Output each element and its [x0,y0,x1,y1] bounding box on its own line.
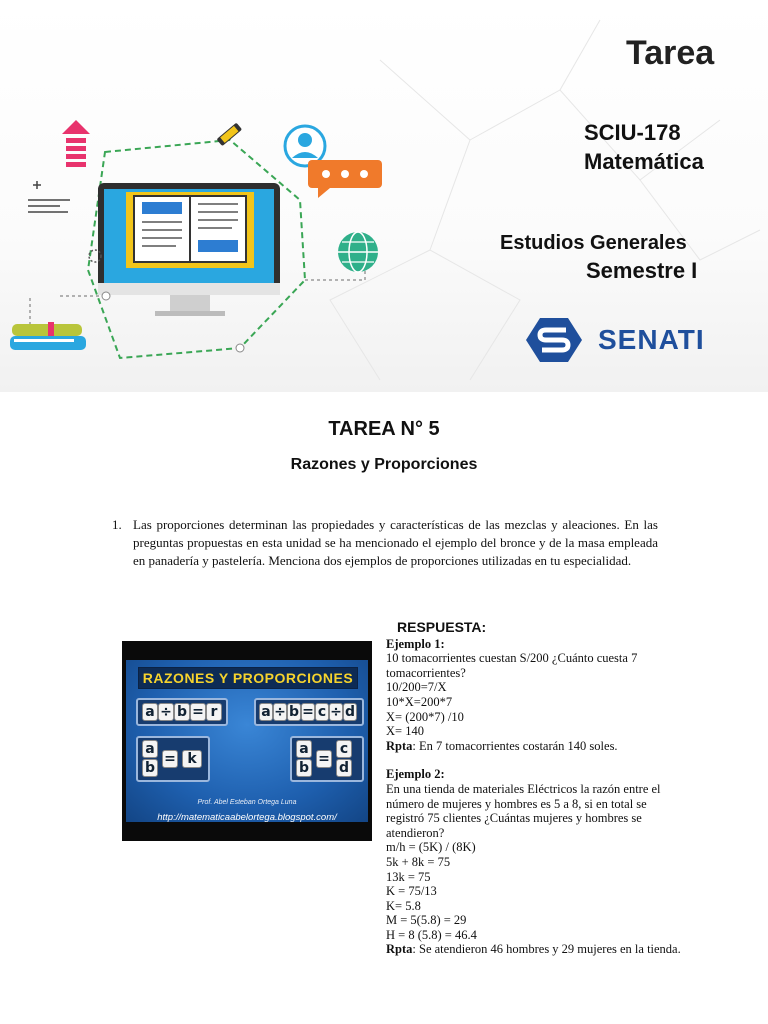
question-1 [112,516,658,570]
example-2-line: 5k + 8k = 75 [386,854,451,869]
logo-text: SENATI [598,324,705,355]
course-code: SCIU-178 [584,120,681,145]
example-1-answer [386,739,746,754]
f2-eq: = [302,704,314,720]
example-2-line: M = 5(5.8) = 29 [386,913,467,928]
f1-r: r [206,703,222,721]
example-2-line: número de mujeres y hombres es 5 a 8, si en total se [386,796,647,811]
example-1-line: 10/200=7/X [386,680,447,695]
example-1-line: X= (200*7) /10 [386,709,464,724]
f4-den1: b [296,759,312,777]
f4-den2: d [336,759,352,777]
topic-image [122,641,372,841]
example-1-line: 10*X=200*7 [386,694,453,709]
rpta-label: Rpta [386,942,413,957]
example-1-line: X= 140 [386,724,424,739]
f1-a: a [142,703,158,721]
image-url: http://matematicaabelortega.blogspot.com/ [157,812,337,823]
f3-eq: = [162,750,178,768]
semester: Semestre I [586,258,698,283]
books-icon [10,322,86,350]
upload-arrow-icon [62,120,90,167]
document-type: Tarea [626,34,715,72]
globe-icon [338,232,378,272]
example-2-line: registró 75 clientes ¿Cuántas mujeres y hombres se [386,811,642,826]
f2-op1: ÷ [274,704,286,720]
question-number: 1. [112,517,122,532]
example-2-line: K= 5.8 [386,898,421,913]
chat-bubble-icon [308,160,382,198]
image-author: Prof. Abel Esteban Ortega Luna [197,799,297,806]
example-2-answer [386,942,746,957]
formula-proportion [254,698,364,726]
example-1-line: 10 tomacorrientes cuestan S/200 ¿Cuánto cuesta 7 [386,651,638,666]
f1-b: b [174,703,190,721]
image-board [126,660,368,822]
example-2-line: H = 8 (5.8) = 46.4 [386,927,477,942]
pencil-icon [216,123,242,147]
answer-section [386,620,746,957]
f2-a: a [259,703,273,721]
f4-num2: c [336,740,352,758]
rpta-text: : En 7 tomacorrientes costarán 140 soles. [412,738,618,753]
f4-num1: a [296,740,312,758]
question-text: Las proporciones determinan las propiedades y características de las mezclas y aleaciones. En las preguntas propuestas en esta unidad se ha mencionado el ejemplo del bronce y de la masa empleada en panadería y pastelería. Menciona dos ejemplos de proporciones utilizadas en tu especialidad. [133,517,658,568]
example-2-line: atendieron? [386,825,445,840]
course-name: Matemática [584,149,704,174]
example-2-line: En una tienda de materiales Eléctricos la razón entre el [386,781,661,796]
f1-eq: = [190,703,206,721]
formula-fraction-k [136,736,210,782]
rpta-text: : Se atendieron 46 hombres y 29 mujeres en la tienda. [412,942,681,957]
f2-b: b [288,704,300,720]
answer-heading: RESPUESTA: [397,619,487,635]
f2-c: c [315,703,329,721]
f3-k: k [182,750,202,768]
cover-header [0,0,768,392]
task-title: TAREA N° 5 [328,418,440,440]
formula-ratio [136,698,228,726]
senati-logo [526,316,726,364]
example-1-line: tomacorrientes? [386,665,466,680]
example-2-line: m/h = (5K) / (8K) [386,840,476,855]
f3-num: a [142,740,158,758]
f2-d: d [344,704,356,720]
f3-den: b [142,759,158,777]
example-2-line: 13k = 75 [386,869,431,884]
formula-fraction-equal [290,736,364,782]
rpta-label: Rpta [386,738,413,753]
education-illustration [0,100,400,370]
f2-op2: ÷ [330,704,342,720]
senati-logo-icon [526,316,582,364]
image-banner: RAZONES Y PROPORCIONES [138,667,358,689]
example-2-line: K = 75/13 [386,884,437,899]
example-2-label: Ejemplo 2: [386,767,445,782]
example-1-label: Ejemplo 1: [386,636,445,651]
task-subtitle: Razones y Proporciones [290,456,478,473]
f4-eq: = [316,750,332,768]
f1-op: ÷ [158,703,174,721]
study-area: Estudios Generales [500,232,687,254]
